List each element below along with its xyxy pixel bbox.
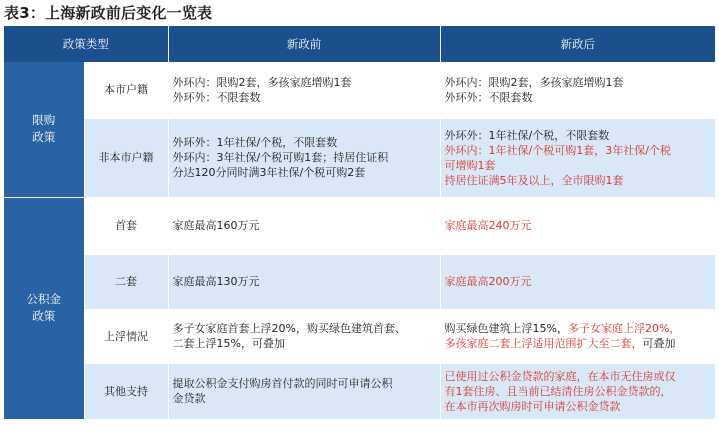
cell-local-before xyxy=(168,62,440,118)
sub-first-home: 首套 xyxy=(84,197,168,254)
cell-other-after xyxy=(440,363,715,419)
cell-second-before: 家庭最高130万元 xyxy=(168,254,440,309)
category-label-line: 限购 xyxy=(32,113,56,128)
text-line-highlight: 可增购1套 xyxy=(444,158,496,172)
text-line: 金贷款 xyxy=(172,392,206,405)
cell-first-before: 家庭最高160万元 xyxy=(168,197,440,254)
sub-float: 上浮情况 xyxy=(84,309,168,363)
text-line: 分达120分同时满3年社保/个税可购2套 xyxy=(172,166,366,179)
text-segment-highlight: 多子女家庭上浮20%， xyxy=(567,322,681,335)
cell-nonlocal-after xyxy=(440,118,715,197)
header-row xyxy=(4,26,715,62)
category-label-line: 公积金 xyxy=(26,292,61,306)
sub-local-hukou: 本市户籍 xyxy=(84,62,168,118)
text-line: 二套上浮15%，可叠加 xyxy=(172,337,285,350)
row-second-home xyxy=(4,254,715,309)
text-line: 外环外：1年社保/个税，不限套数 xyxy=(172,136,338,149)
text-line-highlight: 外环内：1年社保/个税可购1套，3年社保/个税 xyxy=(444,143,671,157)
header-before: 新政前 xyxy=(168,26,440,62)
sub-nonlocal-hukou: 非本市户籍 xyxy=(84,118,168,197)
cell-float-after xyxy=(440,309,715,363)
header-after: 新政后 xyxy=(440,26,715,62)
category-label-line: 政策 xyxy=(32,309,56,323)
text-line-highlight: 有1套住房、且当前已结清住房公积金贷款的， xyxy=(444,384,672,398)
text-line: 外环外：不限套数 xyxy=(172,90,261,104)
header-policy-type: 政策类型 xyxy=(4,26,168,62)
row-other-support xyxy=(4,363,715,419)
cell-second-after: 家庭最高200万元 xyxy=(440,254,715,309)
text-line: 外环外：1年社保/个税，不限套数 xyxy=(444,128,610,142)
text-segment: 购买绿色建筑上浮15%， xyxy=(444,322,568,335)
text-line: 外环外：不限套数 xyxy=(444,90,533,104)
text-line: 提取公积金支付购房首付款的同时可申请公积 xyxy=(172,377,393,390)
row-local-hukou xyxy=(4,62,715,118)
sub-second-home: 二套 xyxy=(84,254,168,309)
sub-other-support: 其他支持 xyxy=(84,363,168,419)
cell-float-before xyxy=(168,309,440,363)
category-label-line: 政策 xyxy=(32,130,56,145)
cell-nonlocal-before xyxy=(168,118,440,197)
cell-local-after xyxy=(440,62,715,118)
text-line-highlight: 持居住证满5年及以上，全市限购1套 xyxy=(444,173,624,187)
category-provident-fund xyxy=(4,197,84,419)
text-line: 外环内：限购2套，多孩家庭增购1套 xyxy=(444,75,624,89)
cell-first-after: 家庭最高240万元 xyxy=(440,197,715,254)
cell-other-before xyxy=(168,363,440,419)
text-segment: 可叠加 xyxy=(642,337,676,350)
text-line: 外环内：限购2套，多孩家庭增购1套 xyxy=(172,75,352,89)
row-first-home xyxy=(4,197,715,254)
text-segment-highlight: 多孩家庭二套上浮适用范围扩大至二套， xyxy=(444,337,643,350)
row-nonlocal-hukou xyxy=(4,118,715,197)
row-float xyxy=(4,309,715,363)
text-line: 多子女家庭首套上浮20%，购买绿色建筑首套、 xyxy=(172,322,406,335)
policy-comparison-table xyxy=(4,26,716,420)
category-purchase-limit xyxy=(4,62,84,197)
text-line-highlight: 已使用过公积金贷款的家庭，在本市无住房或仅 xyxy=(444,369,676,383)
text-line-highlight: 在本市再次购房时可申请公积金贷款 xyxy=(444,399,621,413)
text-line: 外环内：3年社保/个税可购1套；持居住证积 xyxy=(172,151,389,164)
table-title: 表3：上海新政前后变化一览表 xyxy=(4,4,213,22)
